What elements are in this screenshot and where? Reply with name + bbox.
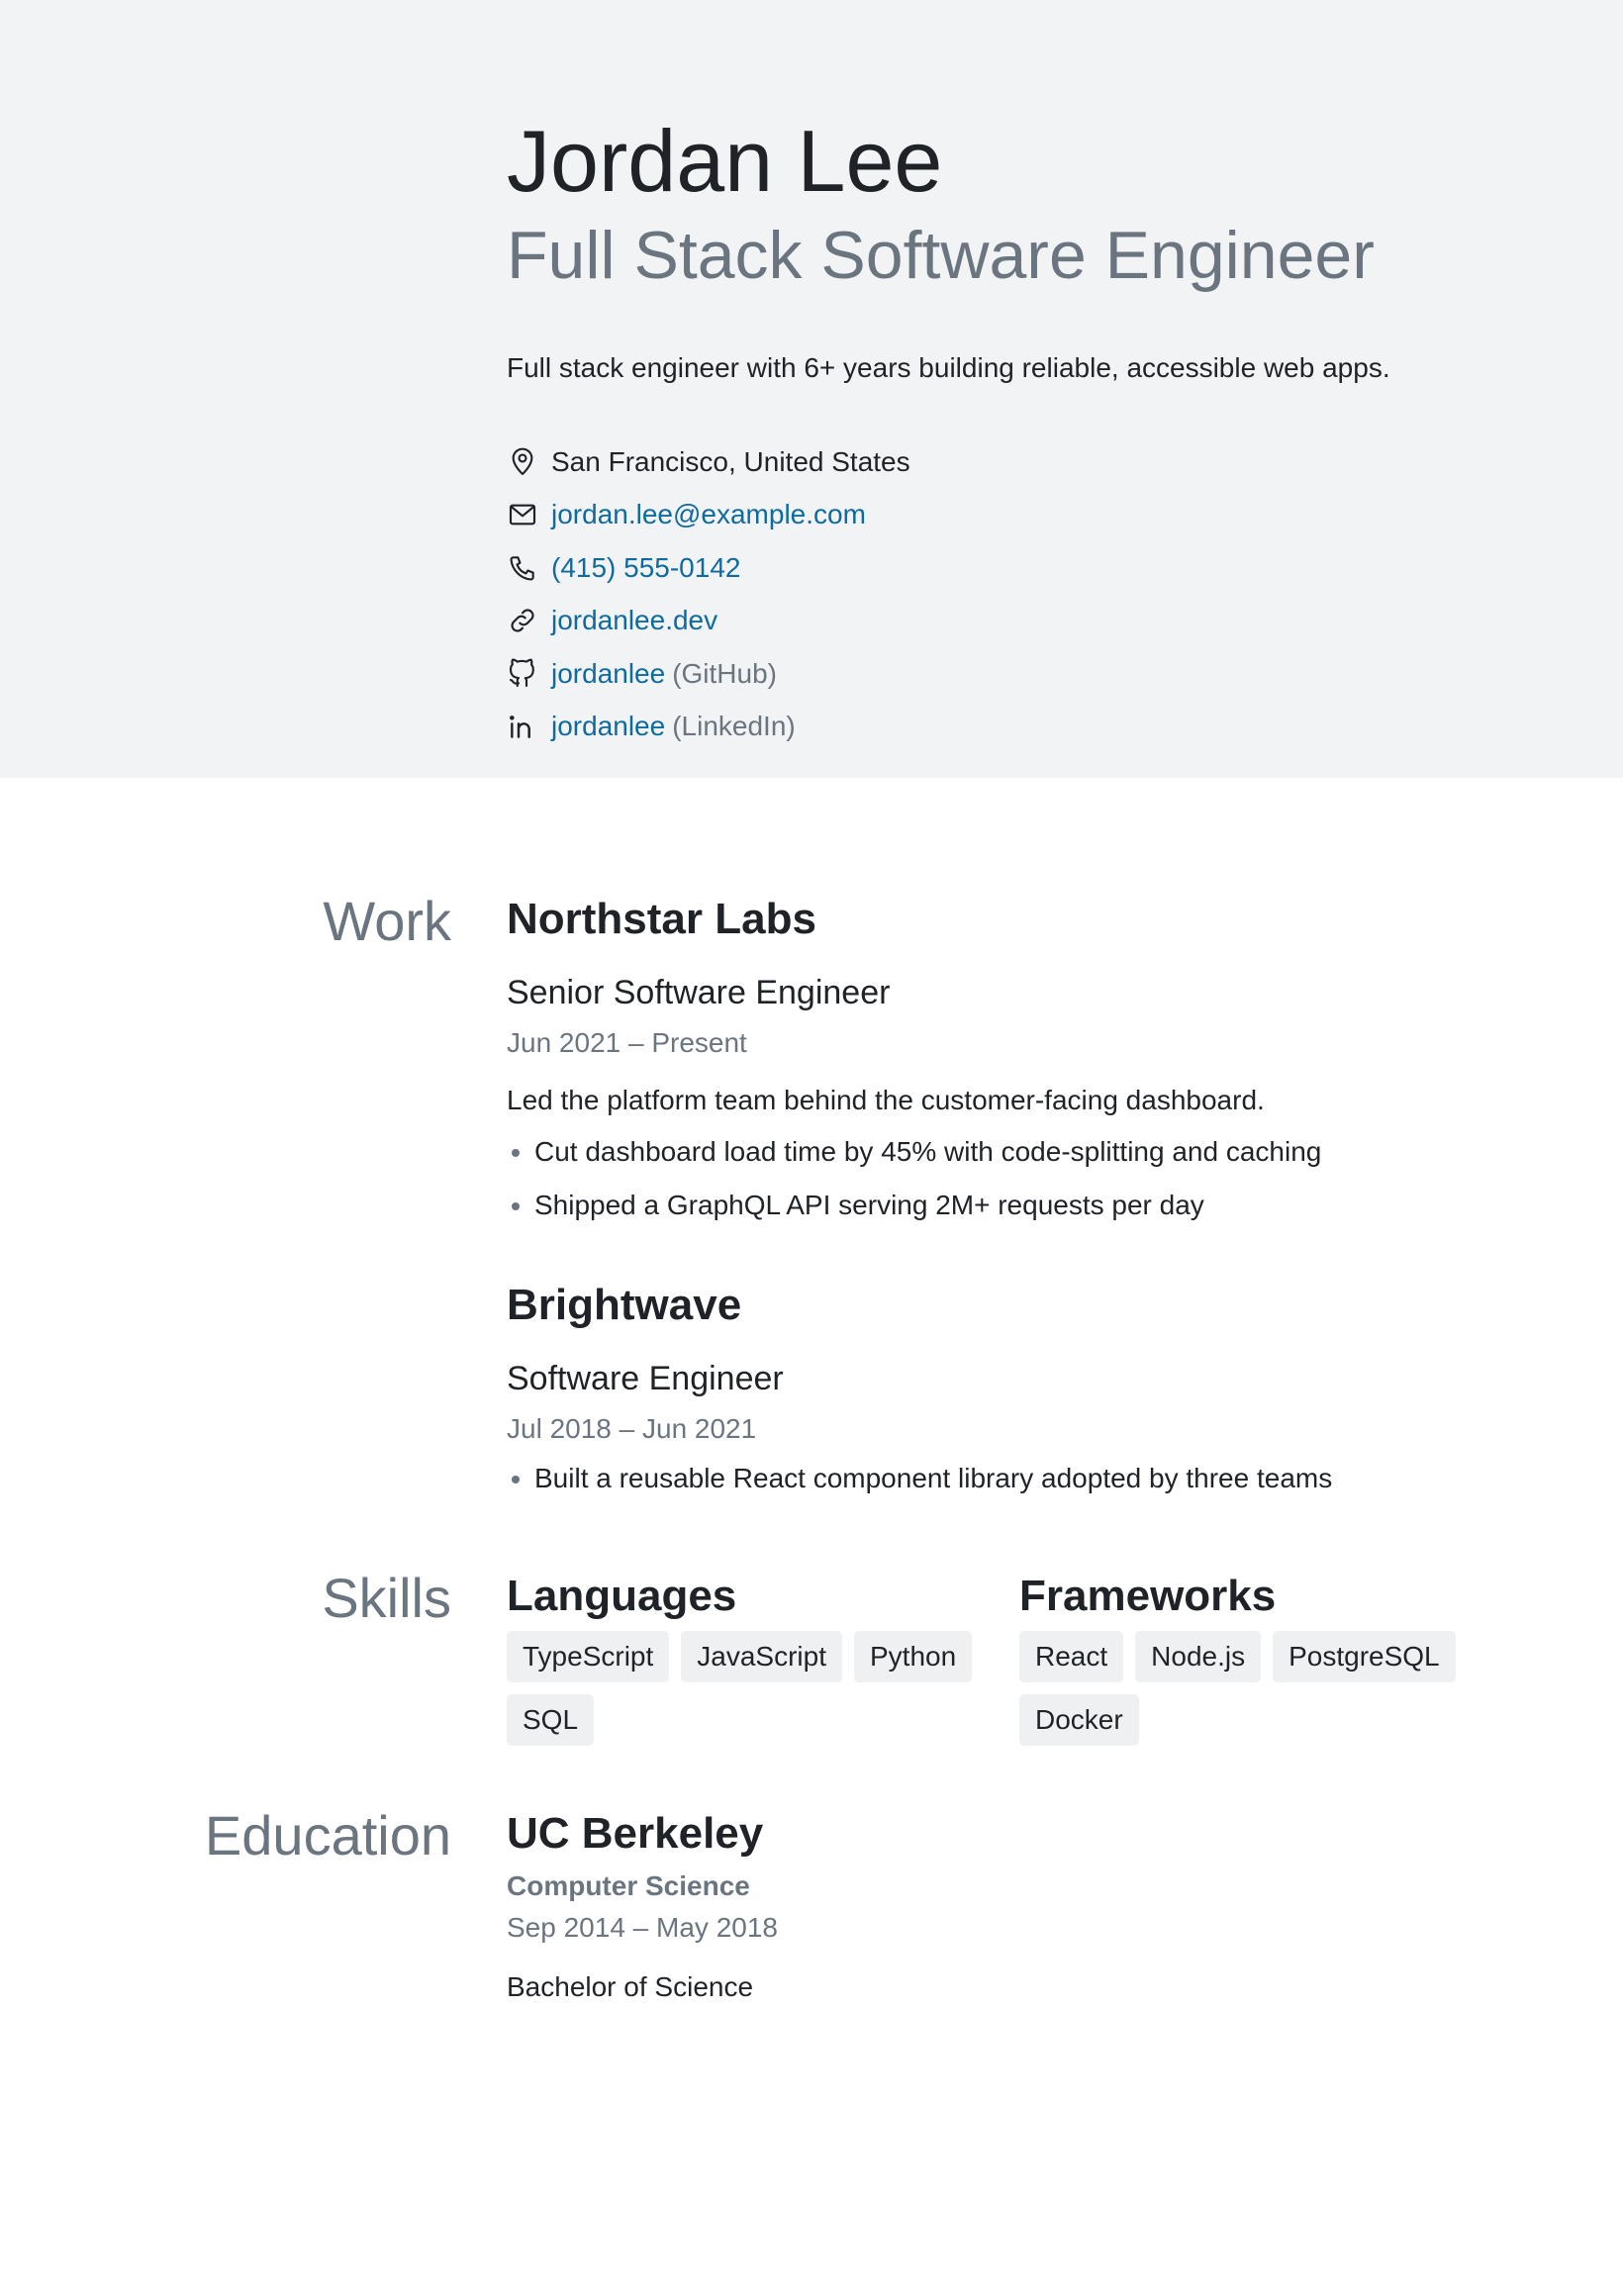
skill-group bbox=[507, 1558, 982, 1746]
github-network-label: (GitHub) bbox=[672, 657, 777, 689]
skill-tag: JavaScript bbox=[681, 1631, 842, 1682]
list-item: • Built a reusable React component library adopted by three teams bbox=[534, 1452, 1524, 1505]
work-section-title: Work bbox=[323, 890, 451, 952]
skill-tag: React bbox=[1019, 1631, 1123, 1682]
skill-group-name: Frameworks bbox=[1019, 1572, 1277, 1620]
phone-icon bbox=[507, 552, 538, 584]
work-position: Senior Software Engineer bbox=[507, 974, 891, 1011]
phone-link[interactable]: (415) 555-0142 bbox=[551, 551, 741, 583]
skill-group bbox=[1019, 1558, 1494, 1746]
job-title: Full Stack Software Engineer bbox=[507, 218, 1375, 293]
skill-tag: Python bbox=[854, 1631, 972, 1682]
email-link[interactable]: jordan.lee@example.com bbox=[551, 499, 866, 530]
skill-tag: Docker bbox=[1019, 1694, 1139, 1746]
skill-keywords bbox=[1019, 1631, 1494, 1746]
education-section-title: Education bbox=[204, 1804, 451, 1866]
map-pin-icon bbox=[507, 446, 538, 478]
contact-email bbox=[507, 489, 1496, 542]
contact-location bbox=[507, 435, 1496, 489]
skill-tag: Node.js bbox=[1135, 1631, 1261, 1682]
work-dates: Jul 2018 – Jun 2021 bbox=[507, 1413, 757, 1444]
education-area: Computer Science bbox=[507, 1870, 750, 1901]
contact-github bbox=[507, 647, 1496, 701]
work-highlights bbox=[507, 1125, 1524, 1232]
contact-phone bbox=[507, 541, 1496, 595]
education-dates: Sep 2014 – May 2018 bbox=[507, 1912, 778, 1943]
list-item: • Shipped a GraphQL API serving 2M+ requests per day bbox=[534, 1179, 1524, 1232]
linkedin-icon bbox=[507, 711, 538, 742]
location-text: San Francisco, United States bbox=[551, 445, 910, 477]
skill-group-name: Languages bbox=[507, 1572, 737, 1620]
linkedin-network-label: (LinkedIn) bbox=[672, 711, 796, 742]
skill-keywords bbox=[507, 1631, 982, 1746]
github-icon bbox=[507, 658, 538, 690]
summary: Full stack engineer with 6+ years building reliable, accessible web apps. bbox=[507, 352, 1390, 383]
skill-tag: SQL bbox=[507, 1694, 594, 1746]
work-position: Software Engineer bbox=[507, 1360, 784, 1397]
work-summary: Led the platform team behind the customer-facing dashboard. bbox=[507, 1085, 1265, 1115]
work-highlights bbox=[507, 1452, 1524, 1505]
work-company: Northstar Labs bbox=[507, 895, 816, 943]
education-institution: UC Berkeley bbox=[507, 1809, 764, 1858]
github-profile-link[interactable]: jordanlee bbox=[551, 657, 666, 689]
contact-list bbox=[507, 435, 1496, 753]
mail-icon bbox=[507, 499, 538, 530]
linkedin-profile-link[interactable]: jordanlee bbox=[551, 711, 666, 742]
work-dates: Jun 2021 – Present bbox=[507, 1027, 747, 1058]
name: Jordan Lee bbox=[507, 112, 943, 210]
website-link[interactable]: jordanlee.dev bbox=[551, 605, 718, 636]
skills-section-title: Skills bbox=[322, 1567, 451, 1629]
education-degree: Bachelor of Science bbox=[507, 1971, 754, 2002]
list-item: • Cut dashboard load time by 45% with code-splitting and caching bbox=[534, 1125, 1524, 1179]
skill-tag: PostgreSQL bbox=[1273, 1631, 1456, 1682]
link-icon bbox=[507, 605, 538, 636]
header bbox=[0, 0, 1623, 778]
contact-linkedin bbox=[507, 701, 1496, 754]
contact-website bbox=[507, 595, 1496, 648]
skill-tag: TypeScript bbox=[507, 1631, 669, 1682]
work-company: Brightwave bbox=[507, 1281, 742, 1329]
